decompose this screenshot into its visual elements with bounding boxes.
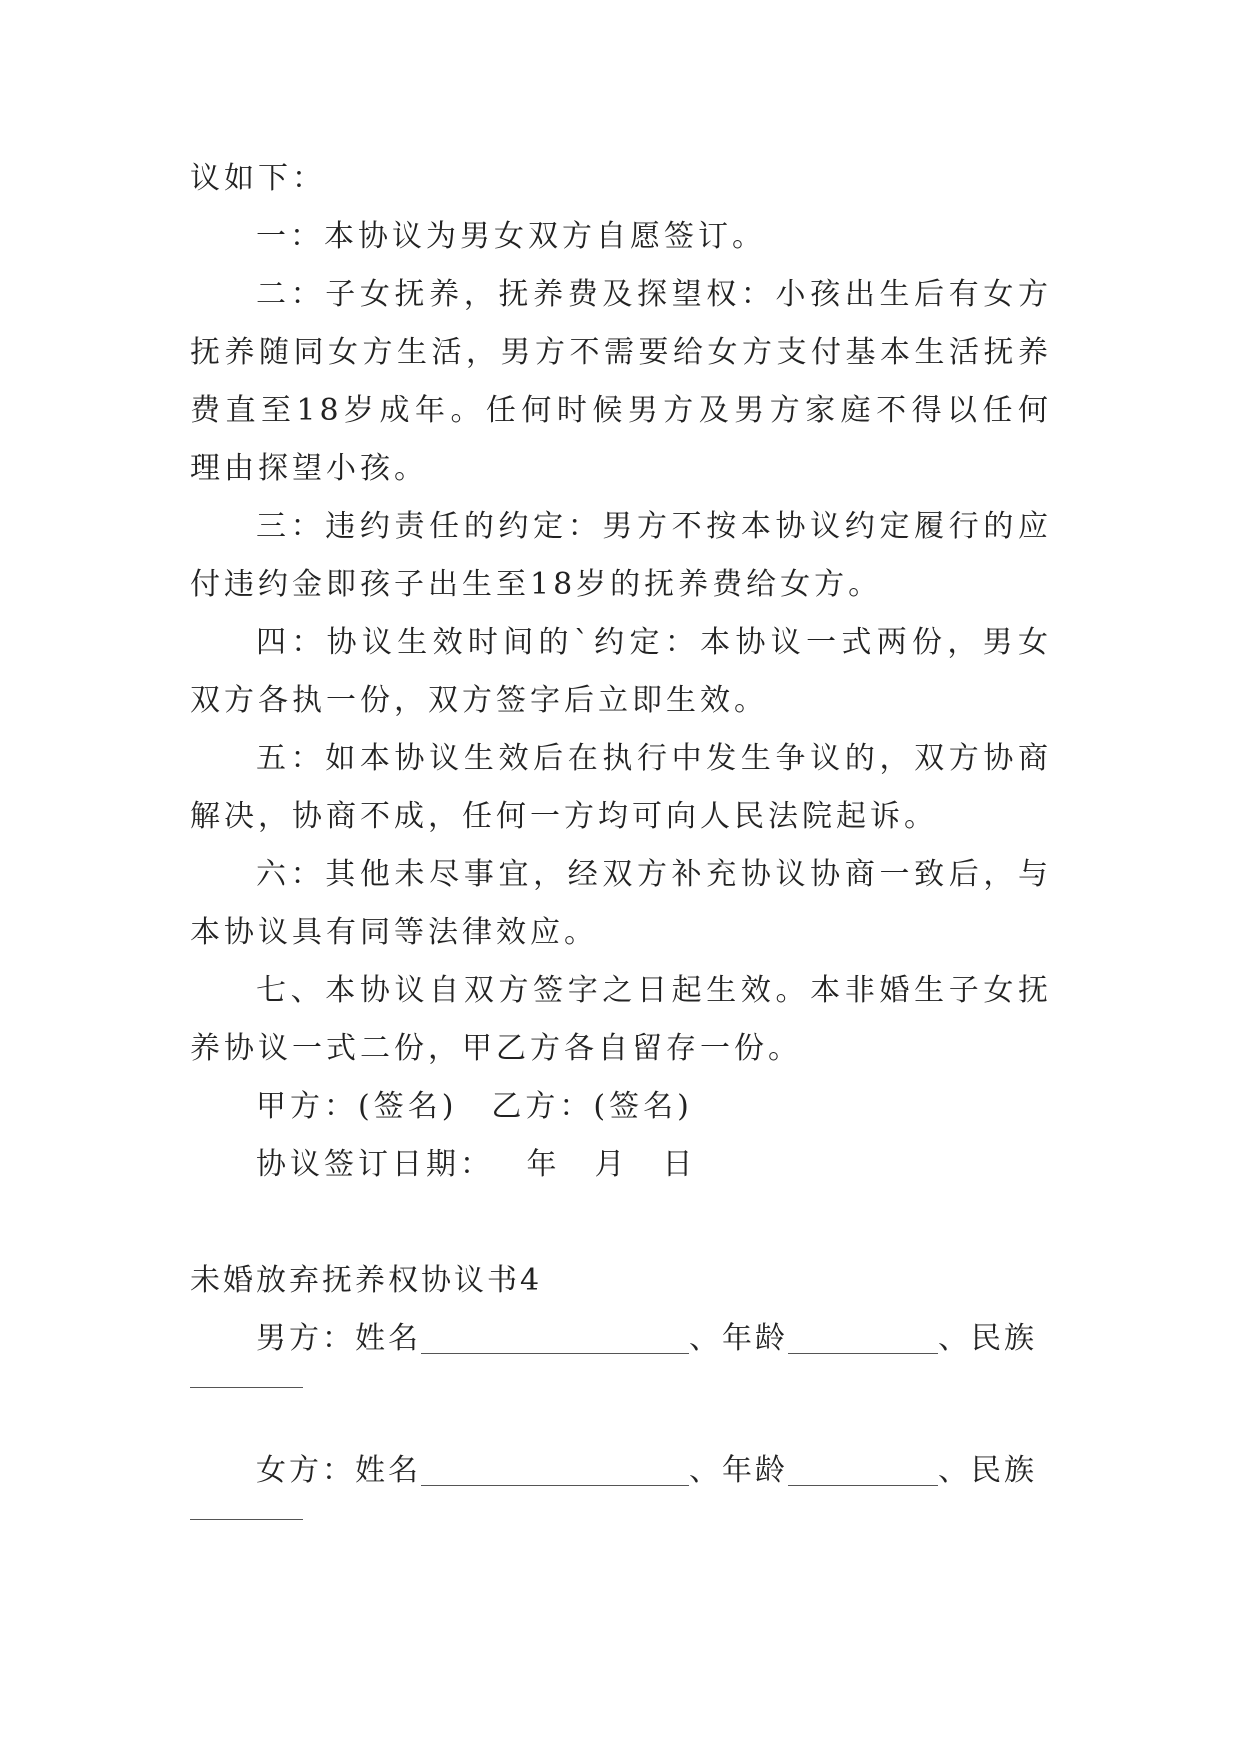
document-page	[190, 150, 1052, 1574]
clause-1: 一：本协议为男女双方自愿签订。	[256, 219, 766, 254]
paragraph-intro: 议如下：	[190, 161, 326, 196]
clause-6: 六：其他未尽事宜，经双方补充协议协商一致后，与本协议具有同等法律效应。	[190, 857, 1052, 950]
male-age-label: 、年龄	[689, 1321, 788, 1356]
male-info-line	[190, 1310, 1052, 1368]
female-info-line	[190, 1442, 1052, 1500]
male-name-blank[interactable]	[421, 1323, 689, 1354]
male-name-label: 男方：姓名	[256, 1321, 421, 1356]
female-age-label: 、年龄	[689, 1453, 788, 1488]
clause-4: 四：协议生效时间的`约定：本协议一式两份，男女双方各执一份，双方签字后立即生效。	[190, 625, 1052, 718]
clause-7: 七、本协议自双方签字之日起生效。本非婚生子女抚养协议一式二份，甲乙方各自留存一份。	[190, 973, 1052, 1066]
signature-line: 甲方：(签名) 乙方：(签名)	[256, 1089, 693, 1124]
signing-date-line: 协议签订日期： 年 月 日	[256, 1147, 697, 1182]
clause-5: 五：如本协议生效后在执行中发生争议的，双方协商解决，协商不成，任何一方均可向人民法院起诉。	[190, 741, 1052, 834]
clause-3: 三：违约责任的约定：男方不按本协议约定履行的应付违约金即孩子出生至18岁的抚养费给女方。	[190, 509, 1052, 602]
male-age-blank[interactable]	[788, 1323, 938, 1354]
section-title: 未婚放弃抚养权协议书4	[190, 1263, 543, 1298]
male-ethnicity-blank[interactable]	[190, 1386, 303, 1388]
clause-2: 二：子女抚养，抚养费及探望权：小孩出生后有女方抚养随同女方生活，男方不需要给女方支付基本生活抚养费直至18岁成年。任何时候男方及男方家庭不得以任何理由探望小孩。	[190, 277, 1052, 486]
spacer	[190, 1194, 1052, 1252]
female-name-blank[interactable]	[421, 1455, 689, 1486]
female-ethnicity-blank[interactable]	[190, 1518, 303, 1520]
female-name-label: 女方：姓名	[256, 1453, 421, 1488]
male-ethnicity-label: 、民族	[938, 1321, 1037, 1356]
female-ethnicity-label: 、民族	[938, 1453, 1037, 1488]
female-age-blank[interactable]	[788, 1455, 938, 1486]
